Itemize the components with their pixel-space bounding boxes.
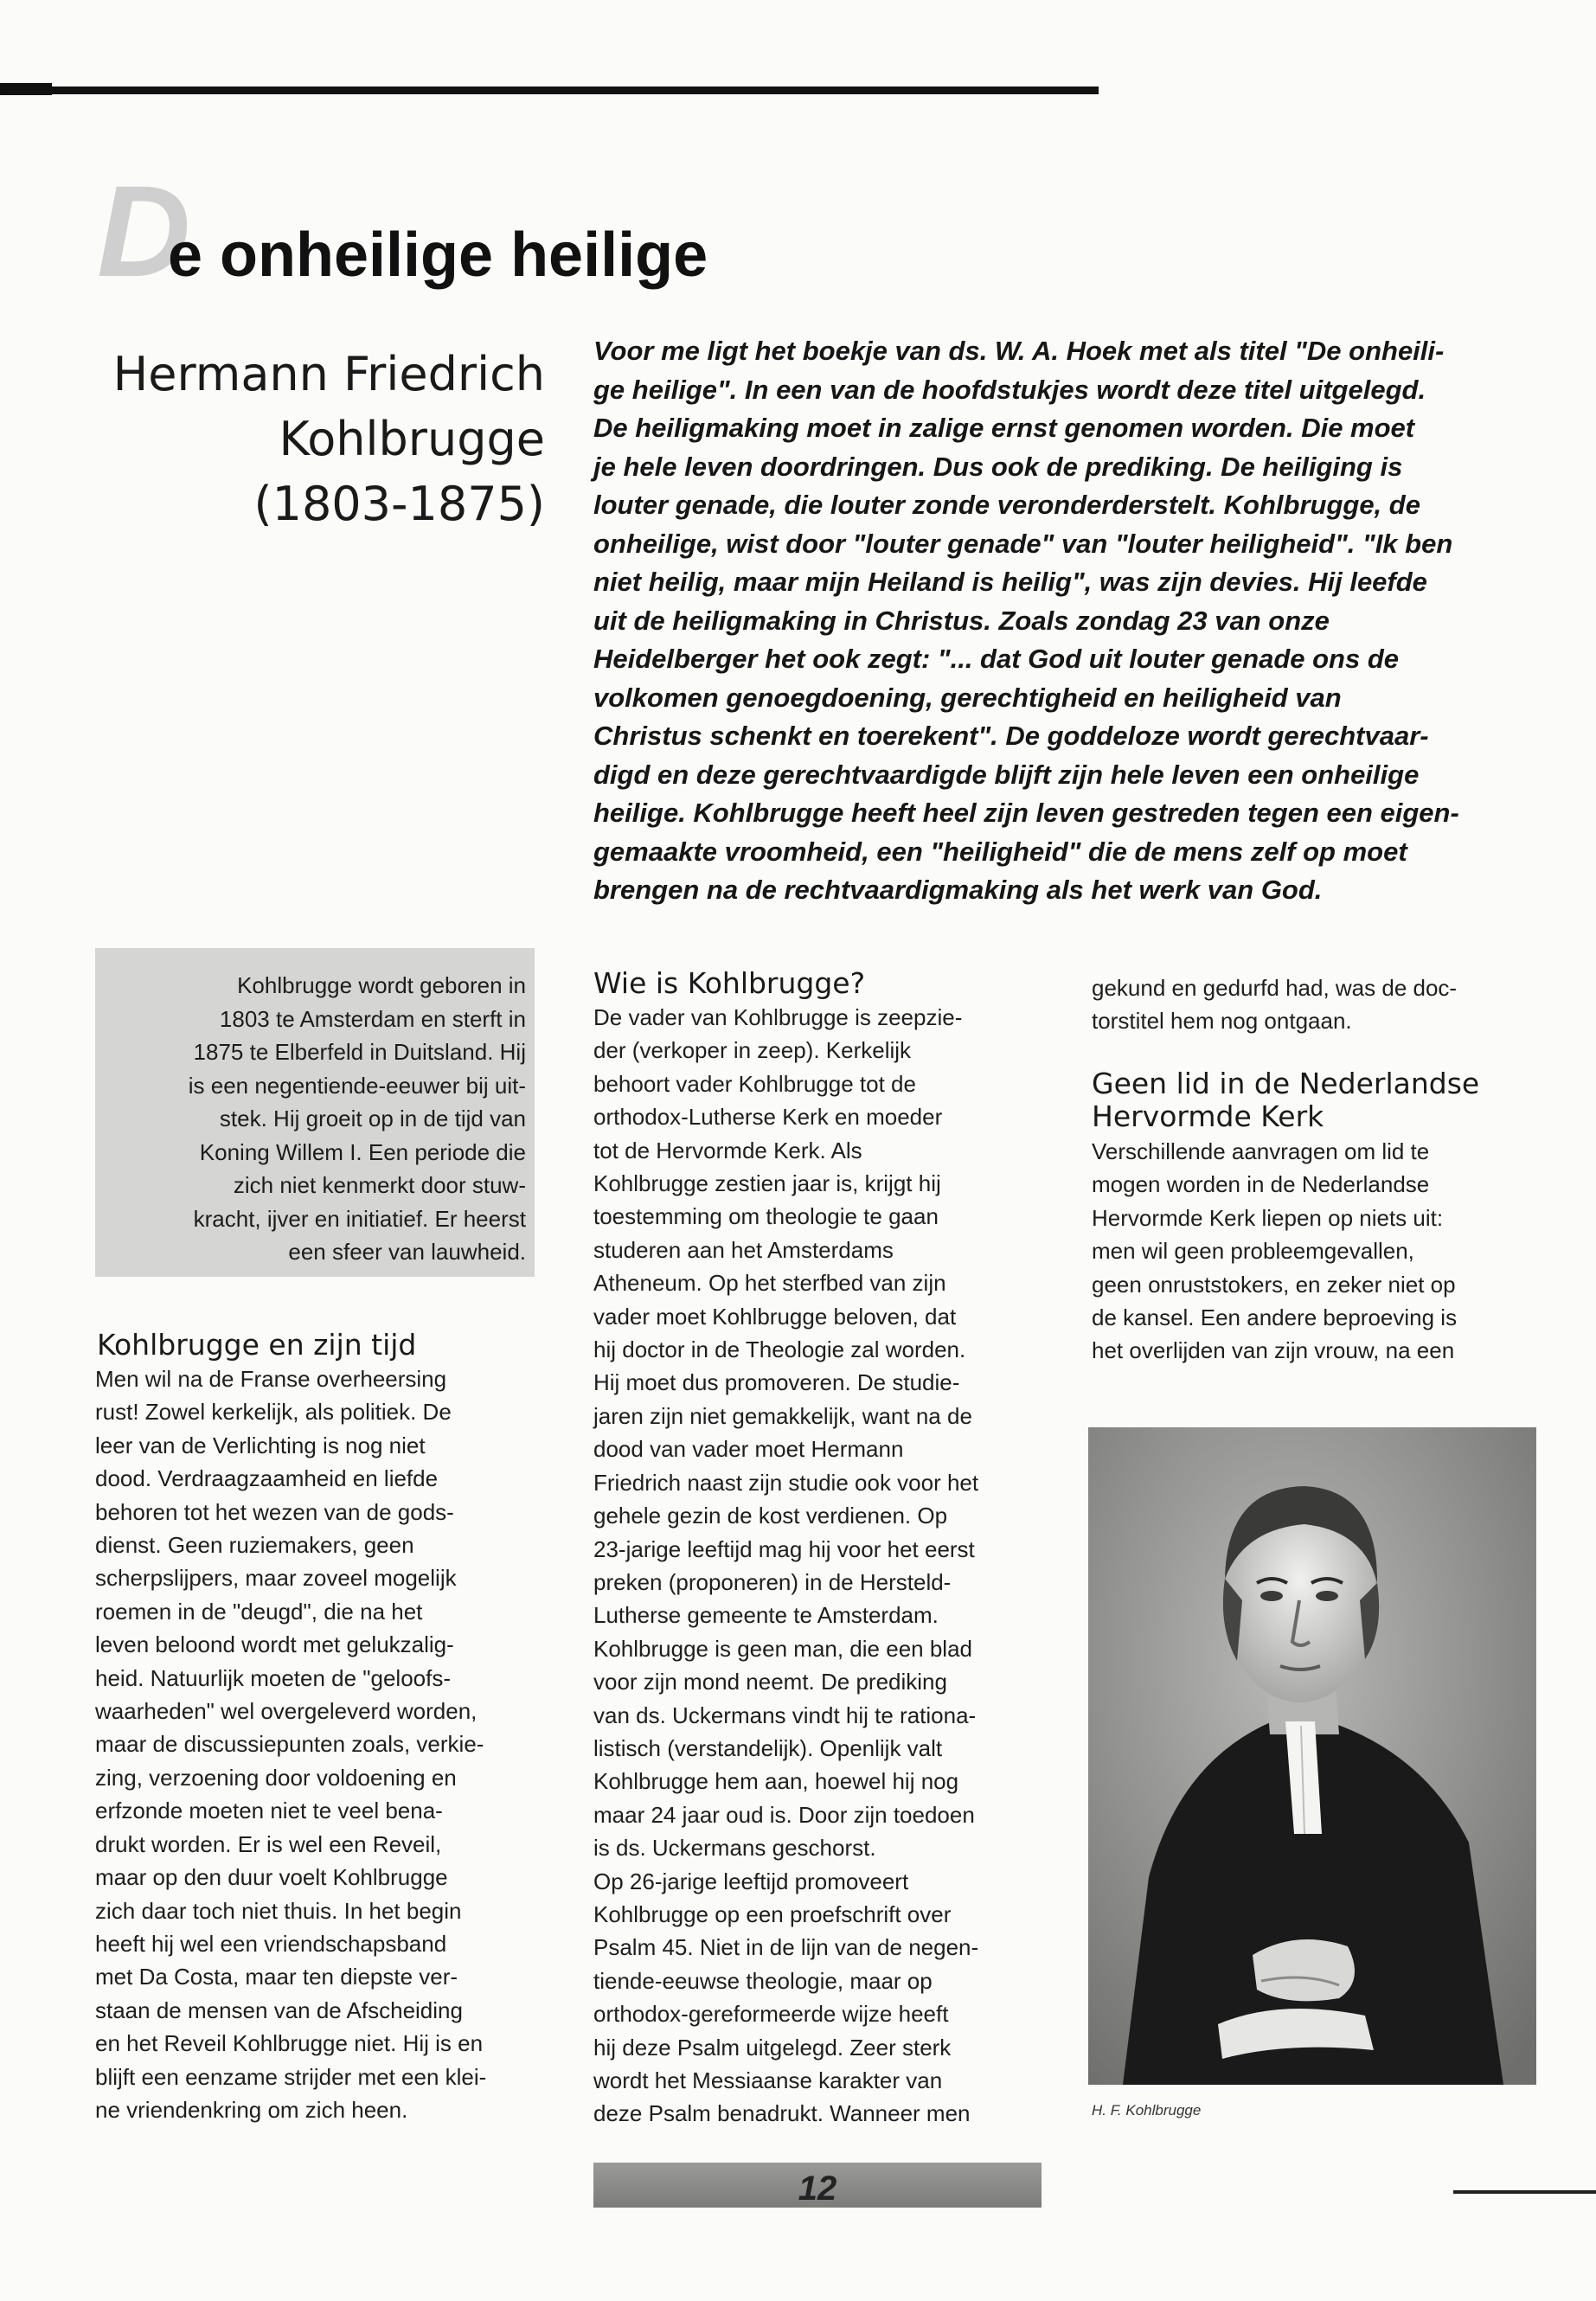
text-line: zich daar toch niet thuis. In het begin <box>95 1897 462 1924</box>
text-line: voor zijn mond neemt. De prediking <box>593 1669 947 1695</box>
text-line: Friedrich naast zijn studie ook voor het <box>593 1469 979 1496</box>
text-line: scherpslijpers, maar zoveel mogelijk <box>95 1565 457 1592</box>
text-line: Hervormde Kerk liepen op niets uit: <box>1092 1204 1444 1231</box>
sidebar-box-text <box>100 969 526 1269</box>
intro-line: louter genade, die louter zonde veronderderstelt. Kohlbrugge, de <box>593 490 1420 520</box>
intro-line: je hele leven doordringen. Dus ook de prediking. De heiliging is <box>593 451 1403 482</box>
text-line: dienst. Geen ruziemakers, geen <box>95 1532 414 1559</box>
text-line: ne vriendenkring om zich heen. <box>95 2096 408 2123</box>
text-line: dood van vader moet Hermann <box>593 1436 904 1463</box>
text-line: Verschillende aanvragen om lid te <box>1092 1138 1430 1164</box>
text-line: Kohlbrugge hem aan, hoewel hij nog <box>593 1768 959 1795</box>
text-line: erfzonde moeten niet te veel bena- <box>95 1798 443 1824</box>
text-line: Kohlbrugge op een proefschrift over <box>593 1900 952 1927</box>
intro-line: uit de heiligmaking in Christus. Zoals zondag 23 van onze <box>593 605 1330 636</box>
sidebar-box-line: 1875 te Elberfeld in Duitsland. Hij <box>193 1039 526 1065</box>
sidebar-box-line: Kohlbrugge wordt geboren in <box>237 972 526 998</box>
sidebar-box-line: 1803 te Amsterdam en sterft in <box>219 1005 526 1032</box>
page-number: 12 <box>798 2170 837 2208</box>
text-line: Op 26-jarige leeftijd promoveert <box>593 1868 909 1894</box>
text-line: toestemming om theologie te gaan <box>593 1203 939 1230</box>
title-text: e onheilige heilige <box>168 221 708 290</box>
intro-line: brengen na de rechtvaardigmaking als het werk van God. <box>593 875 1323 905</box>
text-line: heeft hij wel een vriendschapsband <box>95 1930 447 1957</box>
text-line: roemen in de "deugd", die na het <box>95 1598 423 1625</box>
text-line: 23-jarige leeftijd mag hij voor het eerst <box>593 1535 975 1562</box>
text-line: behoort vader Kohlbrugge tot de <box>593 1070 916 1097</box>
subtitle-line: (1803-1875) <box>253 477 545 531</box>
intro-line: niet heilig, maar mijn Heiland is heilig", was zijn devies. Hij leefde <box>593 567 1427 597</box>
text-line: rust! Zowel kerkelijk, als politiek. De <box>95 1399 452 1426</box>
intro-line: Heidelberger het ook zegt: "... dat God uit louter genade ons de <box>593 644 1400 674</box>
intro-line: onheilige, wist door "louter genade" van "louter heiligheid". "Ik ben <box>593 528 1453 559</box>
text-line: dood. Verdraagzaamheid en liefde <box>95 1465 439 1492</box>
portrait-photo <box>1088 1427 1536 2085</box>
text-line: orthodox-Lutherse Kerk en moeder <box>593 1104 943 1131</box>
intro-paragraph <box>593 332 1538 910</box>
continuation-text <box>1092 971 1542 1038</box>
text-line: van ds. Uckermans vindt hij te rationa- <box>593 1702 977 1728</box>
text-line: vader moet Kohlbrugge beloven, dat <box>593 1303 957 1330</box>
text-line: heid. Natuurlijk moeten de "geloofs- <box>95 1664 452 1691</box>
sidebar-box-line: kracht, ijver en initiatief. Er heerst <box>193 1205 526 1232</box>
text-line: jaren zijn niet gemakkelijk, want na de <box>593 1402 972 1429</box>
section-heading <box>1092 1067 1542 1133</box>
text-line: Kohlbrugge zestien jaar is, krijgt hij <box>593 1170 941 1197</box>
subtitle-line: Hermann Friedrich <box>112 347 545 401</box>
text-line: en het Reveil Kohlbrugge niet. Hij is en <box>95 2030 484 2057</box>
section-heading-line: Hervormde Kerk <box>1092 1099 1324 1133</box>
sidebar-box-line: zich niet kenmerkt door stuw- <box>233 1172 526 1198</box>
intro-line: heilige. Kohlbrugge heeft heel zijn leven gestreden tegen een eigen- <box>593 798 1459 828</box>
subtitle-line: Kohlbrugge <box>279 412 545 466</box>
subtitle <box>87 342 545 536</box>
section-heading: Wie is Kohlbrugge? <box>593 966 866 1000</box>
sidebar-box-line: is een negentiende-eeuwer bij uit- <box>188 1072 526 1099</box>
sidebar-box-line: een sfeer van lauwheid. <box>288 1239 526 1265</box>
text-line: leven beloond wordt met gelukzalig- <box>95 1631 454 1658</box>
text-line: hij deze Psalm uitgelegd. Zeer sterk <box>593 2034 952 2061</box>
text-line: maar de discussiepunten zoals, verkie- <box>95 1731 484 1758</box>
text-line: behoren tot het wezen van de gods- <box>95 1498 454 1525</box>
text-line: het overlijden van zijn vrouw, na een <box>1092 1337 1455 1364</box>
intro-line: gemaakte vroomheid, een "heiligheid" die de mens zelf op moet <box>593 836 1407 867</box>
text-line: wordt het Messiaanse karakter van <box>593 2067 943 2093</box>
text-line: drukt worden. Er is wel een Reveil, <box>95 1830 442 1857</box>
section-body <box>95 1362 545 2126</box>
top-rule <box>9 87 1099 94</box>
intro-line: Christus schenkt en toerekent". De goddeloze wordt gerechtvaar- <box>593 721 1429 751</box>
section-heading: Kohlbrugge en zijn tijd <box>97 1328 417 1362</box>
text-line: de kansel. Een andere beproeving is <box>1092 1304 1458 1331</box>
text-line: orthodox-gereformeerde wijze heeft <box>593 2001 949 2028</box>
text-line: hij doctor in de Theologie zal worden. <box>593 1336 966 1363</box>
text-line: met Da Costa, maar ten diepste ver- <box>95 1964 458 1990</box>
drop-cap: D <box>97 158 191 304</box>
text-line: torstitel hem nog ontgaan. <box>1092 1008 1352 1035</box>
text-line: gehele gezin de kost verdienen. Op <box>593 1503 948 1529</box>
sidebar-box-line: stek. Hij groeit op in de tijd van <box>219 1106 526 1131</box>
text-line: De vader van Kohlbrugge is zeepzie- <box>593 1004 963 1030</box>
text-line: geen onruststokers, en zeker niet op <box>1092 1271 1456 1298</box>
text-line: studeren aan het Amsterdams <box>593 1236 894 1263</box>
text-line: Atheneum. Op het sterfbed van zijn <box>593 1270 946 1297</box>
text-line: preken (proponeren) in de Hersteld- <box>593 1568 952 1595</box>
text-line: Psalm 45. Niet in de lijn van de negen- <box>593 1934 979 1961</box>
text-line: deze Psalm benadrukt. Wanneer men <box>593 2100 971 2127</box>
text-line: mogen worden in de Nederlandse <box>1092 1171 1430 1198</box>
text-line: men wil geen probleemgevallen, <box>1092 1238 1414 1265</box>
text-line: Hij moet dus promoveren. De studie- <box>593 1369 960 1396</box>
text-line: tot de Hervormde Kerk. Als <box>593 1137 862 1163</box>
text-line: maar 24 jaar oud is. Door zijn toedoen <box>593 1801 975 1828</box>
text-line: leer van de Verlichting is nog niet <box>95 1432 426 1458</box>
text-line: zing, verzoening door voldoening en <box>95 1764 457 1791</box>
text-line: gekund en gedurfd had, was de doc- <box>1092 975 1458 1001</box>
text-line: tiende-eeuwse theologie, maar op <box>593 1967 933 1994</box>
portrait-illustration <box>1088 1427 1536 2085</box>
section-heading-line: Geen lid in de Nederlandse <box>1092 1067 1480 1100</box>
text-line: Men wil na de Franse overheersing <box>95 1366 447 1392</box>
text-line: Lutherse gemeente te Amsterdam. <box>593 1602 939 1629</box>
section-body <box>593 1001 1043 2131</box>
intro-line: De heiligmaking moet in zalige ernst genomen worden. Die moet <box>593 413 1415 443</box>
text-line: is ds. Uckermans geschorst. <box>593 1835 876 1862</box>
text-line: Kohlbrugge is geen man, die een blad <box>593 1635 972 1662</box>
text-line: staan de mensen van de Afscheiding <box>95 1997 463 2023</box>
text-line: waarheden" wel overgeleverd worden, <box>95 1698 478 1725</box>
bottom-rule <box>1453 2190 1596 2194</box>
intro-line: ge heilige". In een van de hoofdstukjes wordt deze titel uitgelegd. <box>593 374 1426 405</box>
photo-caption: H. F. Kohlbrugge <box>1092 2102 1202 2118</box>
intro-line: Voor me ligt het boekje van ds. W. A. Hoek met als titel "De onheili- <box>593 336 1445 366</box>
intro-line: volkomen genoegdoening, gerechtigheid en heiligheid van <box>593 682 1342 713</box>
text-line: der (verkoper in zeep). Kerkelijk <box>593 1037 912 1064</box>
text-line: maar op den duur voelt Kohlbrugge <box>95 1864 448 1891</box>
intro-line: digd en deze gerechtvaardigde blijft zijn hele leven een onheilige <box>593 759 1420 790</box>
sidebar-box-line: Koning Willem I. Een periode die <box>199 1138 526 1165</box>
section-body <box>1092 1135 1542 1368</box>
text-line: listisch (verstandelijk). Openlijk valt <box>593 1734 943 1761</box>
text-line: blijft een eenzame strijder met een klei- <box>95 2063 487 2090</box>
